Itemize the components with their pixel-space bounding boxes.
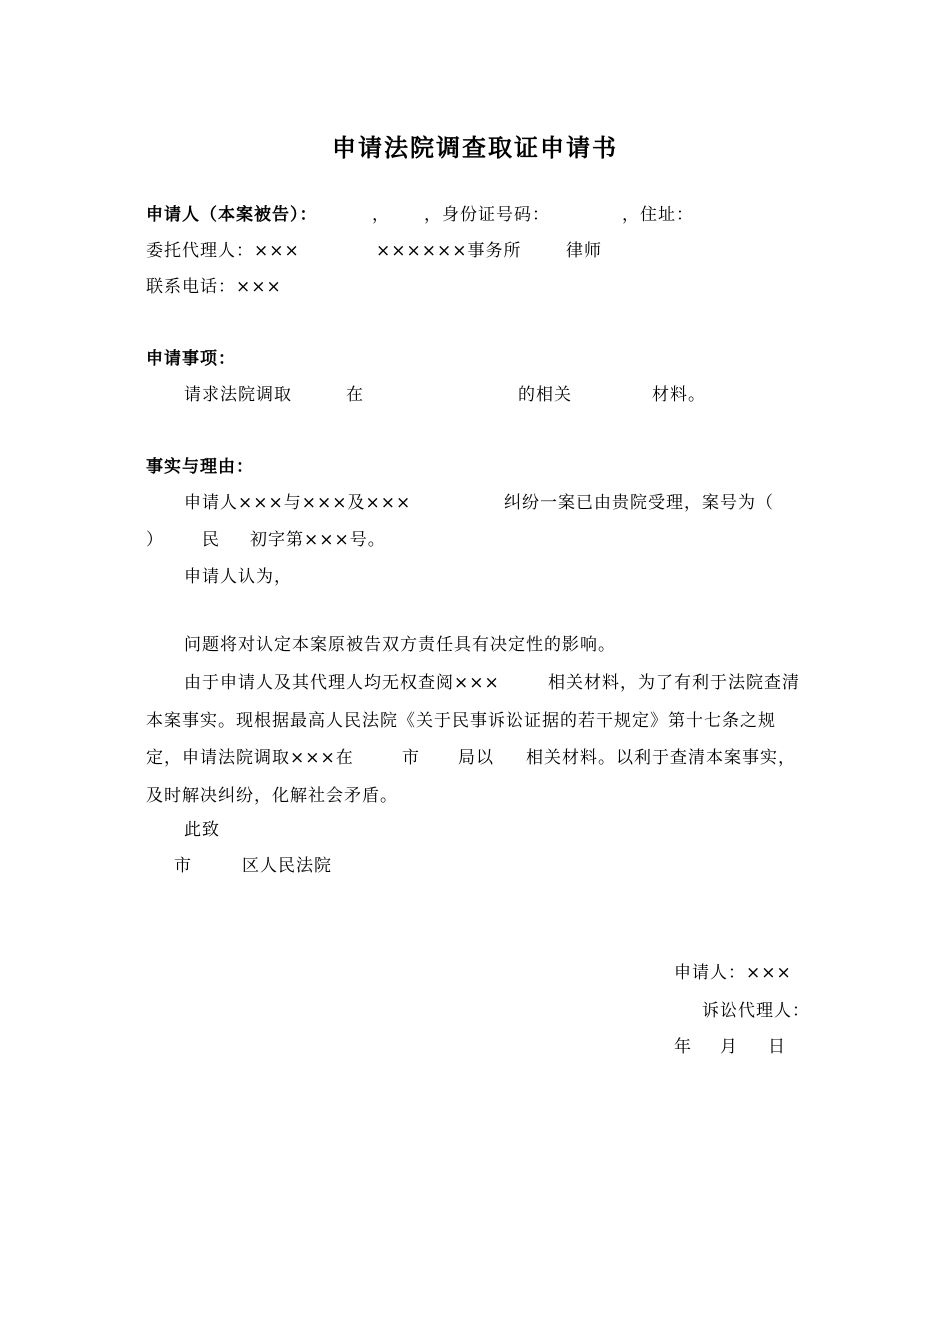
facts-line-7c: 局以 <box>458 748 494 768</box>
matters-heading: 申请事项： <box>146 349 236 369</box>
signature-month: 月 <box>720 1037 738 1057</box>
facts-line-7d: 相关材料。以利于查清本案事实， <box>526 748 796 768</box>
agent-role: 律师 <box>566 241 602 261</box>
agent-label: 委托代理人：××× <box>146 241 300 261</box>
facts-line-2a: ） <box>146 530 164 550</box>
facts-line-5b: 相关材料，为了有利于法院查清 <box>548 673 800 693</box>
court-city: 市 <box>174 856 192 876</box>
facts-line-4: 问题将对认定本案原被告双方责任具有决定性的影响。 <box>184 635 616 655</box>
facts-line-2b: 民 <box>202 530 220 550</box>
applicant-label: 申请人（本案被告）： <box>146 205 318 225</box>
facts-line-7a: 定，申请法院调取×××在 <box>146 748 354 768</box>
facts-line-2c: 初字第×××号。 <box>250 530 386 550</box>
signature-agent: 诉讼代理人： <box>702 1001 810 1021</box>
signature-applicant: 申请人：××× <box>674 963 792 983</box>
matters-text-1: 请求法院调取 <box>184 385 292 405</box>
applicant-id-label: ，身份证号码： <box>424 205 550 225</box>
closing-text: 此致 <box>184 820 220 840</box>
facts-line-1a: 申请人×××与×××及××× <box>184 493 412 513</box>
applicant-address-label: ，住址： <box>622 205 694 225</box>
facts-line-6: 本案事实。现根据最高人民法院《关于民事诉讼证据的若干规定》第十七条之规 <box>146 711 776 731</box>
matters-text-3: 的相关 <box>518 385 572 405</box>
facts-heading: 事实与理由： <box>146 457 254 477</box>
court-name: 区人民法院 <box>242 856 332 876</box>
facts-line-1b: 纠纷一案已由贵院受理，案号为（ <box>504 493 774 513</box>
facts-line-3: 申请人认为， <box>184 567 292 587</box>
facts-line-7b: 市 <box>402 748 420 768</box>
applicant-comma-1: ， <box>372 205 390 225</box>
matters-text-2: 在 <box>346 385 364 405</box>
facts-line-8: 及时解决纠纷，化解社会矛盾。 <box>146 786 398 806</box>
agent-firm: ××××××事务所 <box>376 241 522 261</box>
phone-line: 联系电话：××× <box>146 277 282 297</box>
signature-day: 日 <box>768 1037 786 1057</box>
signature-year: 年 <box>674 1037 692 1057</box>
document-title: 申请法院调查取证申请书 <box>332 134 618 162</box>
facts-line-5a: 由于申请人及其代理人均无权查阅××× <box>184 673 500 693</box>
matters-text-4: 材料。 <box>652 385 706 405</box>
